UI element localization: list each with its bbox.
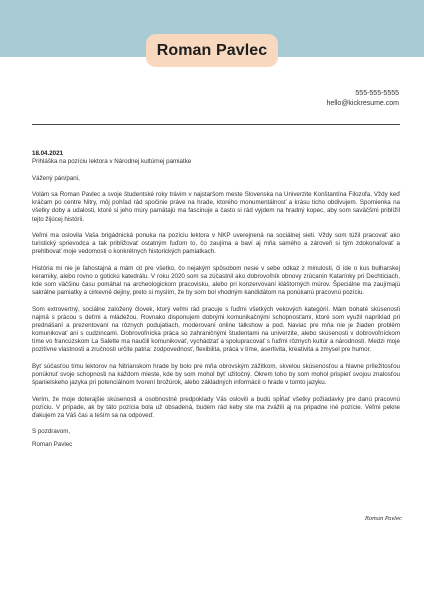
name-badge — [146, 34, 278, 67]
letter-salutation: Vážený pán/pani, — [32, 174, 80, 182]
letter-body — [32, 150, 400, 457]
letter-paragraph: Verím, že moje doterajšie skúsenosti a osobnostné predpoklady Vás oslovili a budú spĺňať všetky požiadavky pre danú pracovnú pozíciu. V prípade, ak by táto pozícia bola už obsadená, budem rád keby ste ma zvážili aj na pripadne iné pozície. Veľmi pekne ďakujem za Váš čas a teším sa na odpoveď. — [32, 395, 400, 419]
applicant-name: Roman Pavlec — [156, 41, 268, 59]
email-address: hello@kickresume.com — [326, 99, 399, 107]
letter-paragraph: Som extrovertný, sociálne založený človek, ktorý veľmi rád pracuje s ľuďmi všetkých vekových kategórií. Mám bohaté skúsenosti najmä s prácou s deťmi a mládežou. Rovnako disponujem dobrými komunikačnými schopnosťami, ktoré som využil napríklad pri prednášaní a prezentovaní na rôznych podujatiach, moderovaní online talkshow a pod. Naviac pre mňa nie je žiaden problém komunikovať ani s cudzincami. Dobrovoľnícka práca so zahraničnými študentami na univerzite, alebo skúsenosti v dobrovoľníckom tíme vo francúzskom La Salette ma naučili komunikovať, vychádzať a spolupracovať s ľuďmi rôznych kultúr a národností. Medzi moje pozitívne vlastnosti a zručnosti určite patria: zodpovednosť, flexibilita, práca v tíme, asertivita, kreativita a zmysel pre humor. — [32, 305, 400, 354]
letter-closing-name: Roman Pavlec — [32, 440, 73, 448]
contact-info — [327, 89, 399, 108]
phone-number: 555-555-5555 — [355, 90, 399, 97]
letter-closing: S pozdravom, — [32, 428, 71, 436]
letter-date: 18.04.2021 — [32, 150, 63, 157]
letter-paragraph: Volám sa Roman Pavlec a svoje študentské roky trávim v najstaršom meste Slovenska na Univerzite Konštantína Filozofa. Vždy keď kráčam po centre Nitry, môj pohľad rád spočinie práve na hrade, ktorého monumentálnosť a krásu ticho obdivujem. Spomienka na všetky doby a udalosti, ktoré si jeho múry pamätajú ma fascinuje a často si rád vyjdem na hradný kopec, aby som saväčšmi priblížil tejto žijúcej histórii. — [32, 191, 400, 223]
header-divider — [32, 124, 400, 125]
handwritten-signature: Roman Pavlec — [365, 516, 402, 522]
letter-subject: Prihláška na pozíciu lektora v Národnej kultúrnej pamiatke — [32, 158, 192, 166]
letter-paragraph: Veľmi ma oslovila Vaša brigádnická ponuka na pozíciu lektora v NKP uverejnená na sociálnej sieti. Vždy som túžil pracovať ako turistický sprievodca a tak približovať ostatným ľuďom to, čo zaujíma a baví aj mňa samého a zároveň si tým zdokonaľovať a prehlbovať moje vedomosti o konkrétnych historických pamiatkach. — [32, 232, 400, 256]
letter-paragraph: História mi nie je ľahostajná a mám cit pre všetko, čo nejakým spôsobom nesie v sebe odkaz z minulosti, či ide o kus bulharskej keramiky, alebo rovno o gotickú katedrálu. V roku 2020 som sa zúčastnil ako dobrovoľník obnovy zrúcanín Katarínky pri Dechticiach, kde som väčšinu času pomáhal na archeologickom pracovisku, alebo pri konzervovaní kláštorných múrov. Špeciálne ma zaujímajú sakrálne pamiatky a cirkevné dejiny, preto si myslím, že by som bol vhodným kandidátom na ponúkanú pracovnú pozíciu. — [32, 264, 400, 297]
letter-paragraph: Byť súčasťou tímu lektorov na Nitrianskom hrade by bolo pre mňa obrovským zážitkom, skvelou skúsenosťou a hlavne príležitosťou ponúknuť svoje schopnosti na každom mieste, kde by som mohol byť užitočný. Okrem toho by som mohol prispieť svojou znalosťou španielskeho jazyka pri potenciálnom tvorení brožúrok, alebo základných informácií o hrade v tomto jazyku. — [32, 362, 400, 387]
